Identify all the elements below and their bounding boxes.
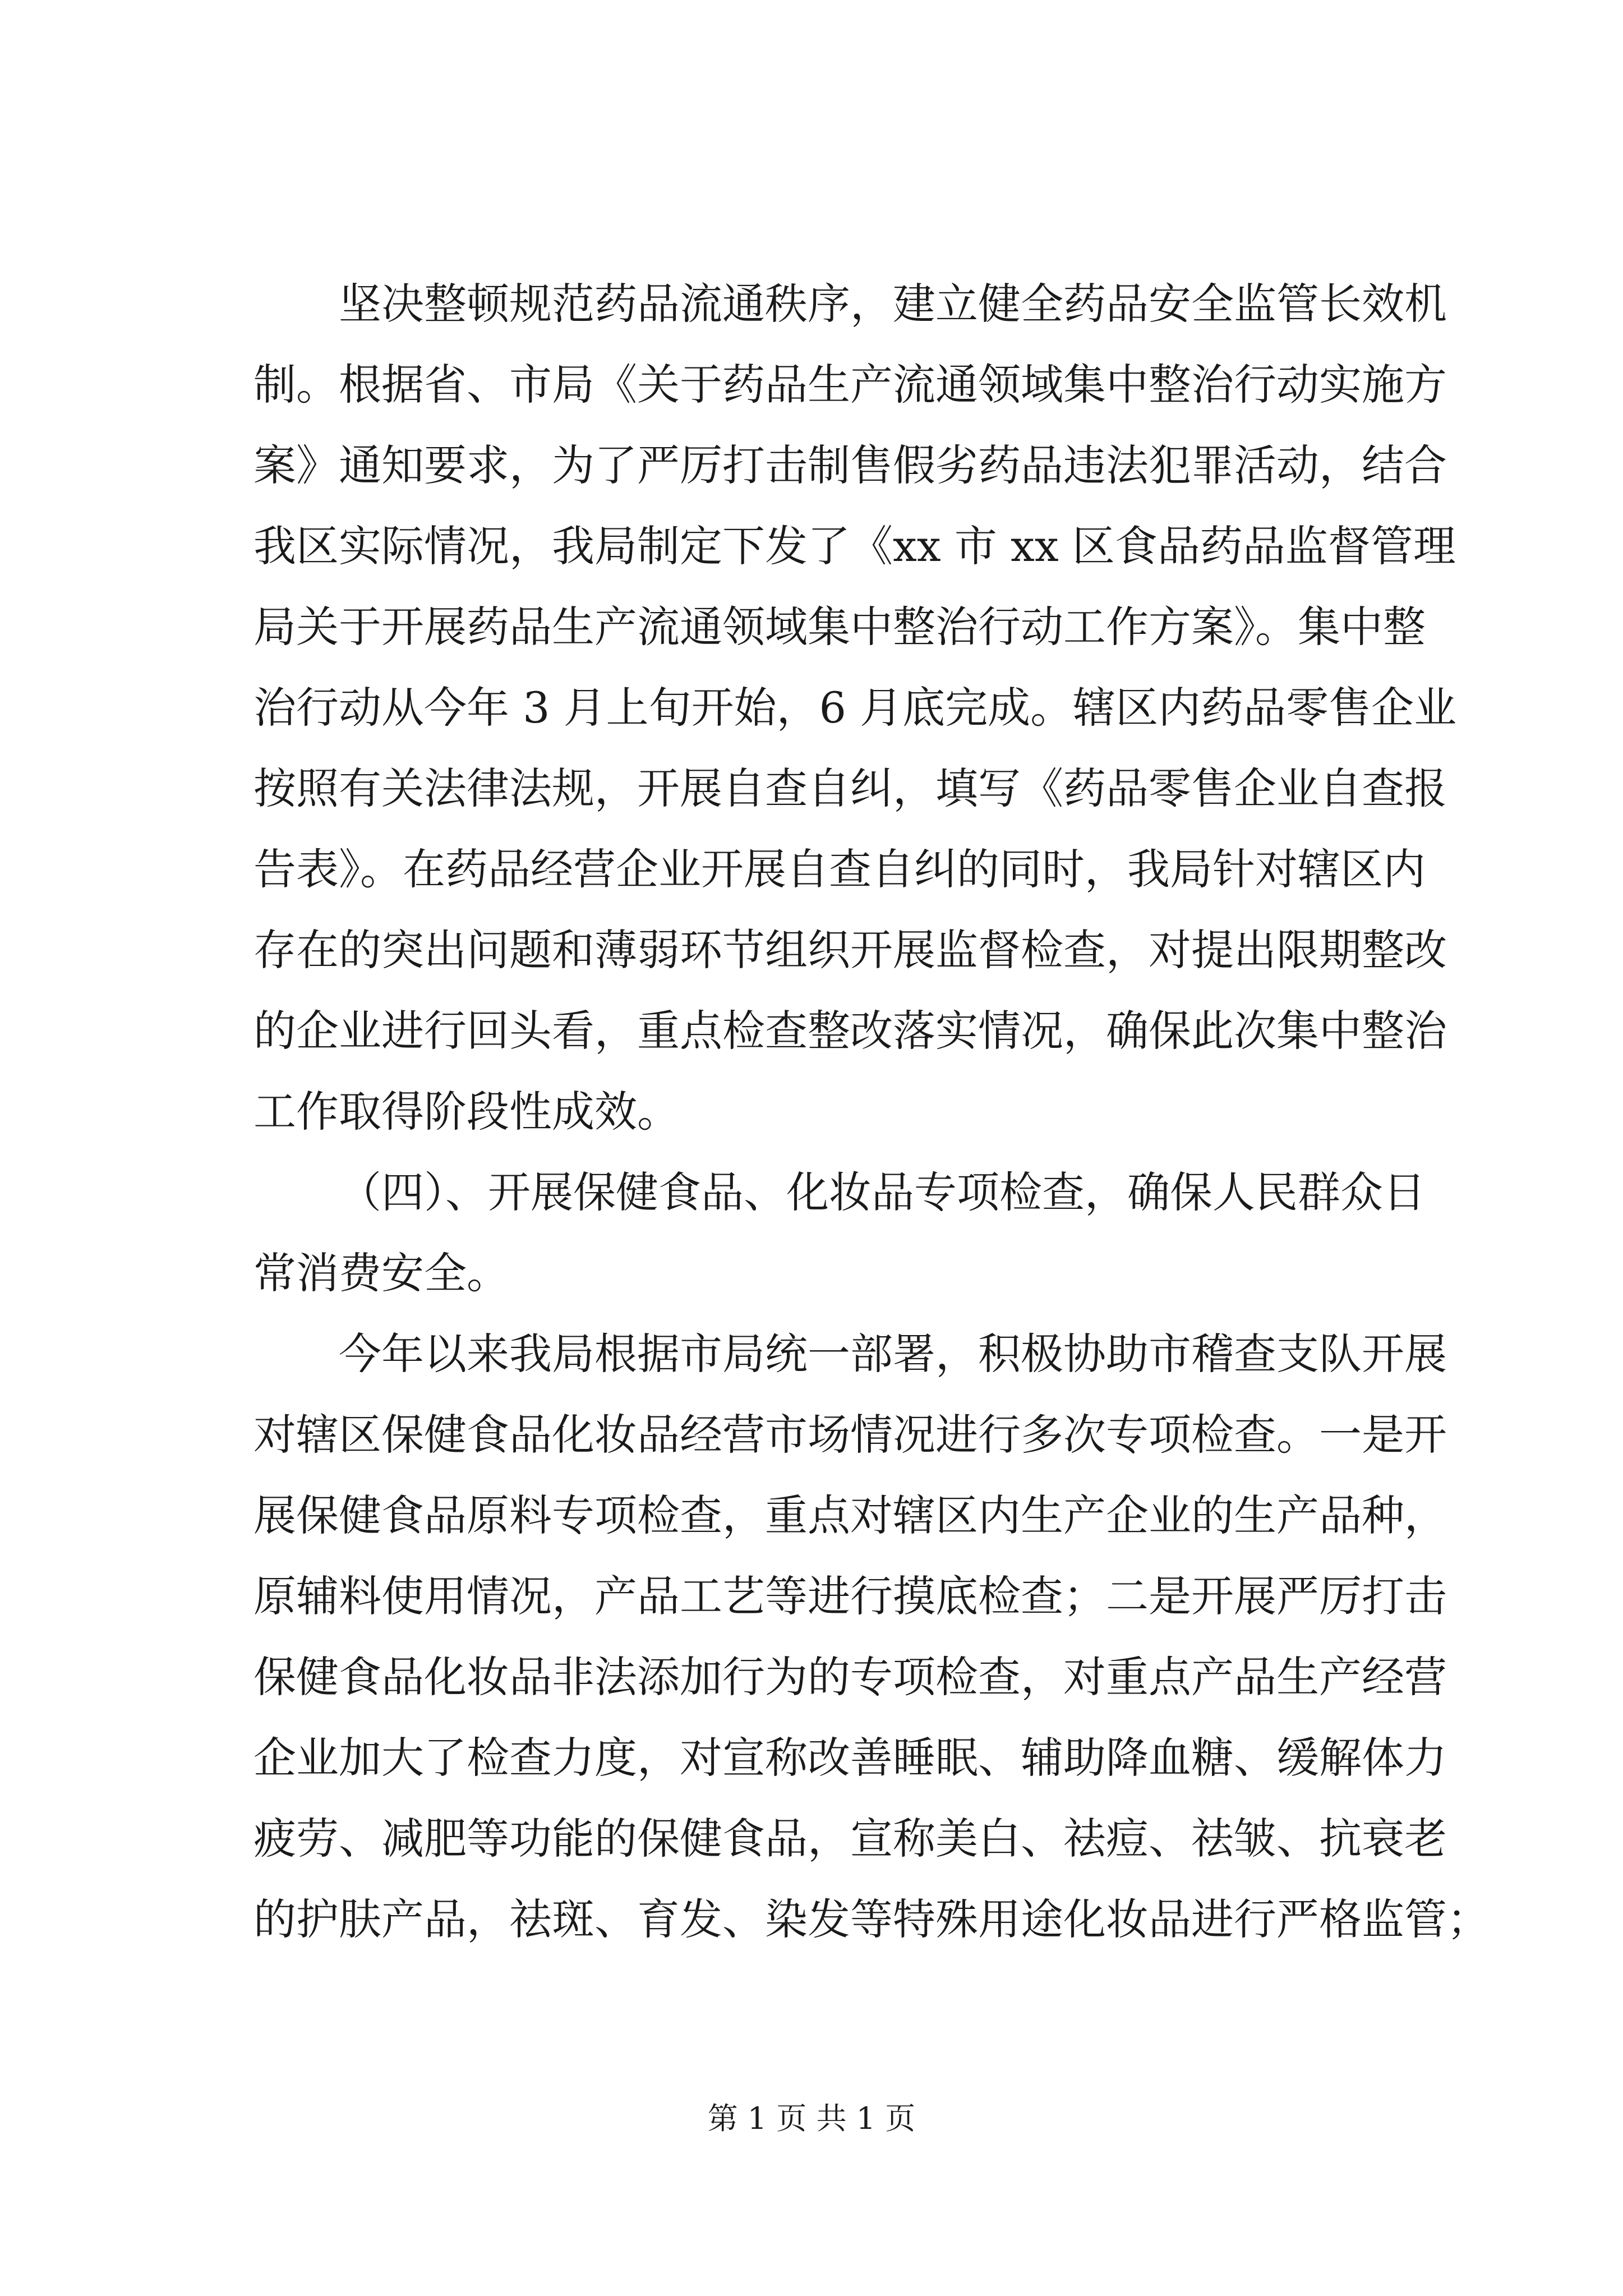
paragraph-line: 的护肤产品，祛斑、育发、染发等特殊用途化妆品进行严格监管； [253, 1894, 1490, 1944]
section-heading-line: （四）、开展保健食品、化妆品专项检查，确保人民群众日 [339, 1167, 1426, 1217]
page-number-footer: 第 1 页 共 1 页 [707, 2101, 916, 2136]
paragraph-line: 的企业进行回头看，重点检查整改落实情况，确保此次集中整治 [253, 1006, 1447, 1056]
paragraph-line: 制。根据省、市局《关于药品生产流通领域集中整治行动实施方 [253, 360, 1447, 409]
paragraph-line: 治行动从今年 3 月上旬开始，6 月底完成。辖区内药品零售企业 [253, 683, 1457, 733]
paragraph-line: 原辅料使用情况，产品工艺等进行摸底检查；二是开展严厉打击 [253, 1571, 1447, 1621]
paragraph-line: 今年以来我局根据市局统一部署，积极协助市稽查支队开展 [339, 1329, 1447, 1379]
section-heading-line: 常消费安全。 [253, 1248, 509, 1298]
paragraph-line: 存在的突出问题和薄弱环节组织开展监督检查，对提出限期整改 [253, 925, 1447, 975]
paragraph-line: 保健食品化妆品非法添加行为的专项检查，对重点产品生产经营 [253, 1652, 1447, 1702]
paragraph-line: 坚决整顿规范药品流通秩序，建立健全药品安全监管长效机 [339, 279, 1447, 329]
paragraph-line: 我区实际情况，我局制定下发了《xx 市 xx 区食品药品监督管理 [253, 521, 1456, 571]
paragraph-line: 局关于开展药品生产流通领域集中整治行动工作方案》。集中整 [253, 602, 1426, 652]
paragraph-line: 疲劳、减肥等功能的保健食品，宣称美白、祛痘、祛皱、抗衰老 [253, 1814, 1447, 1864]
paragraph-line: 工作取得阶段性成效。 [253, 1087, 680, 1137]
paragraph-line: 告表》。在药品经营企业开展自查自纠的同时，我局针对辖区内 [253, 844, 1426, 894]
body-text [253, 264, 1490, 1960]
paragraph-line: 企业加大了检查力度，对宣称改善睡眠、辅助降血糖、缓解体力 [253, 1733, 1447, 1783]
paragraph-line: 案》通知要求，为了严厉打击制售假劣药品违法犯罪活动，结合 [253, 440, 1447, 490]
paragraph-line: 展保健食品原料专项检查，重点对辖区内生产企业的生产品种， [253, 1490, 1447, 1540]
paragraph-line: 对辖区保健食品化妆品经营市场情况进行多次专项检查。一是开 [253, 1410, 1447, 1460]
paragraph-line: 按照有关法律法规，开展自查自纠，填写《药品零售企业自查报 [253, 763, 1447, 813]
